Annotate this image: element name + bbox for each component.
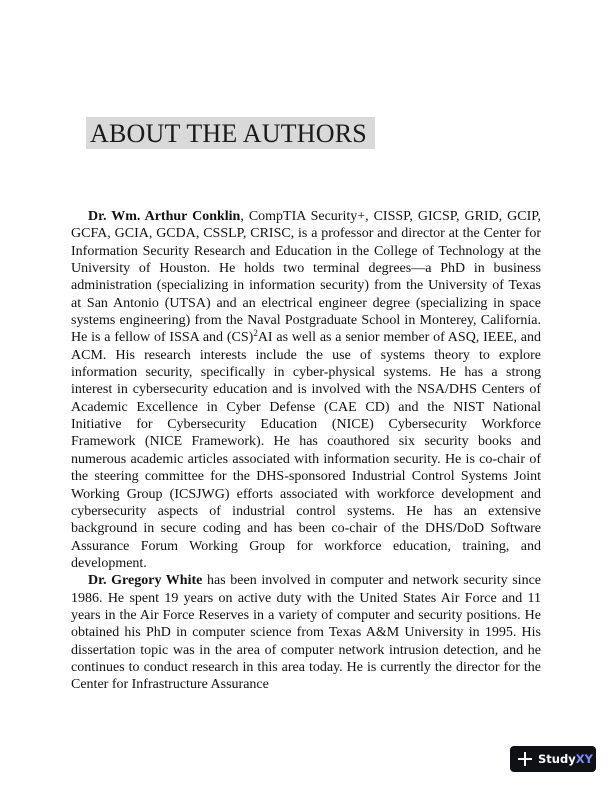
plus-icon xyxy=(518,752,532,766)
author-bio-conklin xyxy=(71,208,541,572)
studyxy-watermark[interactable] xyxy=(510,746,596,772)
superscript: 2 xyxy=(253,328,258,339)
author-bio-text: has been involved in computer and network security since 1986. He spent 19 years on active duty with the United States Air Force and 11 years in the Air Force Reserves in a variety of computer and security positions. He obtained his PhD in computer science from Texas A&M University in 1995. His dissertation topic was in the area of computer network intrusion detection, and he continues to conduct research in this area today. He is currently the director for the Center for Infrastructure Assurance xyxy=(71,573,542,693)
author-name: Dr. Wm. Arthur Conklin xyxy=(88,209,241,224)
author-bio-white xyxy=(71,572,541,693)
author-bio-text: , CompTIA Security+, CISSP, GICSP, GRID, GCIP, GCFA, GCIA, GCDA, CSSLP, CRISC, is a professor and director at the Center for Information Security Research and Education in the College of Technology at the University of Houston. He holds two terminal degrees—a PhD in business administration (specializing in information security) from the University of Texas at San Antonio (UTSA) and an electrical engineer degree (specializing in space systems engineering) from the Naval Postgraduate School in Monterey, California. He is a fellow of ISSA and (CS) xyxy=(71,209,541,346)
authors-body xyxy=(71,208,541,694)
brand-accent: XY xyxy=(575,752,593,766)
author-bio-text: AI as well as a senior member of ASQ, IEEE, and ACM. His research interests include the use of systems theory to explore information security, specifically in cyber-physical systems. He has a strong interest in cybersecurity education and is involved with the NSA/DHS Centers of Academic Excellence in Cyber Defense (CAE CD) and the NIST National Initiative for Cybersecurity Education (NICE) Cybersecurity Workforce Framework (NICE Framework). He has coauthored six security books and numerous academic articles associated with information security. He is co-chair of the steering committee for the DHS-sponsored Industrial Control Systems Joint Working Group (ICSJWG) efforts associated with workforce development and cybersecurity aspects of industrial control systems. He has an extensive background in secure coding and has been co-chair of the DHS/DoD Software Assurance Forum Working Group for workforce education, training, and development. xyxy=(71,330,541,571)
brand-main: Study xyxy=(538,752,576,766)
author-name: Dr. Gregory White xyxy=(88,573,203,589)
page-title: ABOUT THE AUTHORS xyxy=(86,117,375,149)
